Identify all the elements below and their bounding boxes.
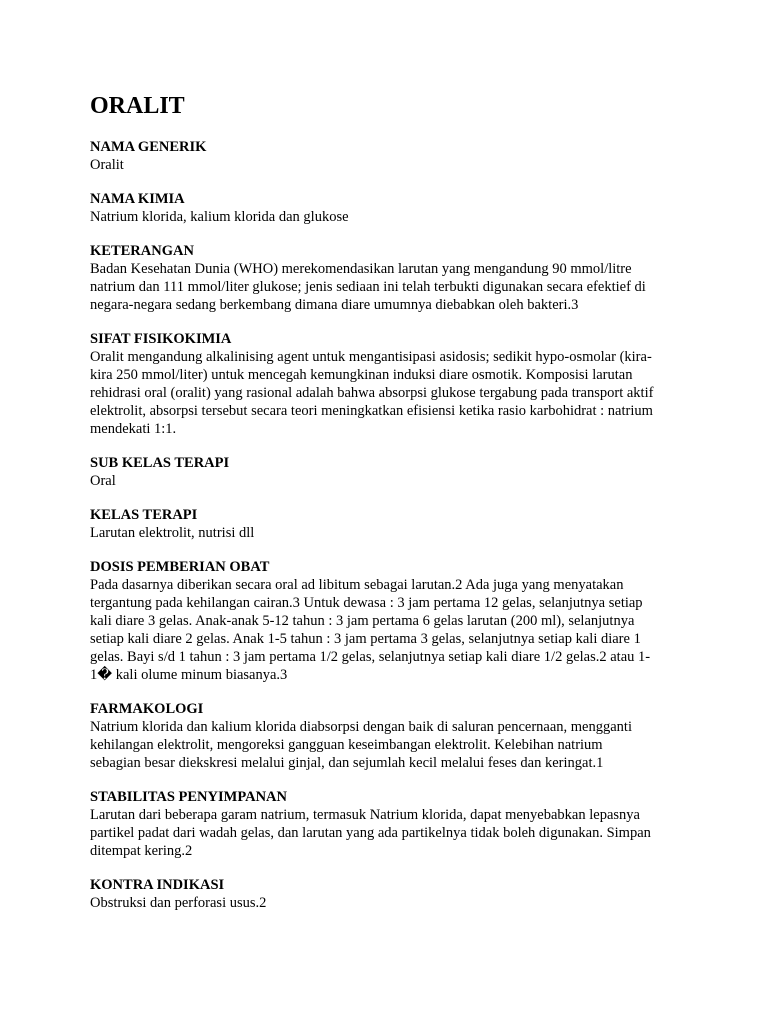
- section-heading: KETERANGAN: [90, 243, 194, 259]
- section-heading: NAMA KIMIA: [90, 191, 185, 207]
- section-sifat-fisikokimia: [90, 330, 690, 438]
- section-body: Oralit mengandung alkalinising agent untuk mengantisipasi asidosis; sedikit hypo-osmolar (kira- kira 250 mmol/liter) untuk mencegah kemungkinan induksi diare osmotik. Komposisi larutan rehidrasi oral (oralit) yang rasional adalah bahwa absorpsi glukose tergabung pada transport aktif elektrolit, absorpsi tersebut secara teori meningkatkan efisiensi ketika rasio karbohidrat : natrium mendekati 1:1.: [90, 349, 654, 437]
- section-sub-kelas-terapi: [90, 454, 690, 490]
- section-heading: SIFAT FISIKOKIMIA: [90, 331, 232, 347]
- section-nama-kimia: [90, 190, 690, 226]
- section-heading: STABILITAS PENYIMPANAN: [90, 789, 287, 805]
- section-body: Oralit: [90, 157, 124, 173]
- section-body: Pada dasarnya diberikan secara oral ad libitum sebagai larutan.2 Ada juga yang menyatakan tergantung pada kehilangan cairan.3 Untuk dewasa : 3 jam pertama 12 gelas, selanjutnya setiap kali diare 3 gelas. Anak-anak 5-12 tahun : 3 jam pertama 6 gelas larutan (200 ml), selanjutnya setiap kali diare 2 gelas. Anak 1-5 tahun : 3 jam pertama 3 gelas, selanjutnya setiap kali diare 1 gelas. Bayi s/d 1 tahun : 3 jam pertama 1/2 gelas, selanjutnya setiap kali diare 1/2 gelas.2 atau 1- 1� kali olume minum biasanya.3: [90, 577, 651, 683]
- section-dosis-pemberian-obat: [90, 558, 690, 684]
- section-kelas-terapi: [90, 506, 690, 542]
- section-heading: FARMAKOLOGI: [90, 701, 204, 717]
- section-heading: NAMA GENERIK: [90, 139, 207, 155]
- section-heading: SUB KELAS TERAPI: [90, 455, 230, 471]
- section-body: Badan Kesehatan Dunia (WHO) merekomendasikan larutan yang mengandung 90 mmol/litre natrium dan 111 mmol/liter glukose; jenis sediaan ini telah terbukti digunakan secara efektief di negara-negara sedang berkembang dimana diare umumnya diebabkan oleh bakteri.3: [90, 261, 646, 313]
- section-body: Obstruksi dan perforasi usus.2: [90, 895, 267, 911]
- document-title: ORALIT: [90, 93, 185, 119]
- section-body: Oral: [90, 473, 116, 489]
- section-body: Natrium klorida, kalium klorida dan glukose: [90, 209, 349, 225]
- section-body: Larutan elektrolit, nutrisi dll: [90, 525, 255, 541]
- section-farmakologi: [90, 700, 690, 772]
- section-kontra-indikasi: [90, 876, 690, 912]
- section-nama-generik: [90, 138, 690, 174]
- document-page: [90, 92, 690, 928]
- section-heading: KONTRA INDIKASI: [90, 877, 225, 893]
- section-heading: DOSIS PEMBERIAN OBAT: [90, 559, 270, 575]
- section-stabilitas-penyimpanan: [90, 788, 690, 860]
- section-body: Larutan dari beberapa garam natrium, termasuk Natrium klorida, dapat menyebabkan lepasnya partikel padat dari wadah gelas, dan larutan yang ada partikelnya tidak boleh digunakan. Simpan ditempat kering.2: [90, 807, 651, 859]
- section-body: Natrium klorida dan kalium klorida diabsorpsi dengan baik di saluran pencernaan, mengganti kehilangan elektrolit, mengoreksi gangguan keseimbangan elektrolit. Kelebihan natrium sebagian besar diekskresi melalui ginjal, dan sejumlah kecil melalui feses dan keringat.1: [90, 719, 632, 771]
- section-heading: KELAS TERAPI: [90, 507, 198, 523]
- section-keterangan: [90, 242, 690, 314]
